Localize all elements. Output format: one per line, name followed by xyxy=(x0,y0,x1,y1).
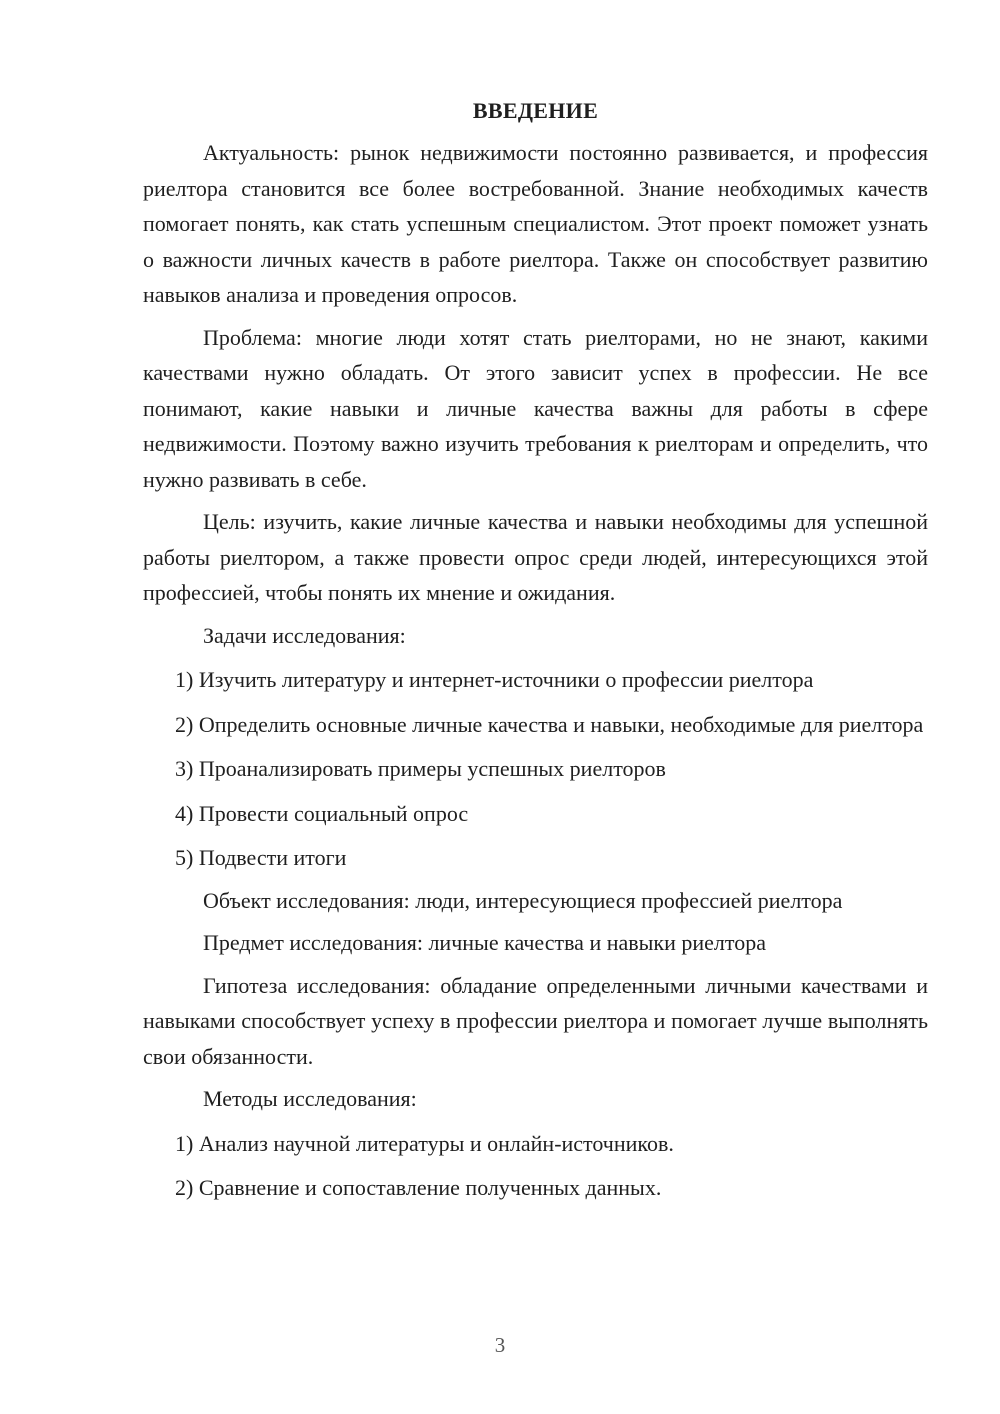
task-item-1: 1) Изучить литературу и интернет-источники о профессии риелтора xyxy=(175,667,814,692)
document-page xyxy=(143,95,928,1206)
research-subject: Предмет исследования: личные качества и навыки риелтора xyxy=(203,930,766,955)
page-number: 3 xyxy=(494,1333,506,1357)
research-object: Объект исследования: люди, интересующиеся профессией риелтора xyxy=(203,887,843,913)
task-item-5: 5) Подвести итоги xyxy=(175,845,347,870)
paragraph-goal: Цель: изучить, какие личные качества и навыки необходимы для успешной работы риелтором, а также провести опрос среди людей, интересующихся этой профессией, чтобы понять их мнение и ожидания. xyxy=(143,509,928,605)
research-hypothesis: Гипотеза исследования: обладание определенными личными качествами и навыками способствует успеху в профессии риелтора и помогает лучше выполнять свои обязанности. xyxy=(143,972,928,1069)
task-item-3: 3) Проанализировать примеры успешных риелторов xyxy=(175,756,666,781)
paragraph-relevance: Актуальность: рынок недвижимости постоянно развивается, и профессия риелтора становится все более востребованной. Знание необходимых качеств помогает понять, как стать успешным специалистом. Этот проект поможет узнать о важности личных качеств в работе риелтора. Также он способствует развитию навыков анализа и проведения опросов. xyxy=(143,140,928,307)
tasks-title: Задачи исследования: xyxy=(203,622,406,648)
method-item-2: 2) Сравнение и сопоставление полученных данных. xyxy=(175,1175,662,1200)
section-heading: ВВЕДЕНИЕ xyxy=(472,98,599,123)
methods-title: Методы исследования: xyxy=(203,1086,417,1111)
task-item-4: 4) Провести социальный опрос xyxy=(175,800,469,826)
paragraph-problem: Проблема: многие люди хотят стать риелторами, но не знают, какими качествами нужно обладать. От этого зависит успех в профессии. Не все понимают, какие навыки и личные качества важны для работы в сфере недвижимости. Поэтому важно изучить требования к риелторам и определить, что нужно развивать в себе. xyxy=(143,324,928,492)
task-item-2: 2) Определить основные личные качества и навыки, необходимые для риелтора xyxy=(175,711,924,737)
method-item-1: 1) Анализ научной литературы и онлайн-источников. xyxy=(175,1130,674,1156)
